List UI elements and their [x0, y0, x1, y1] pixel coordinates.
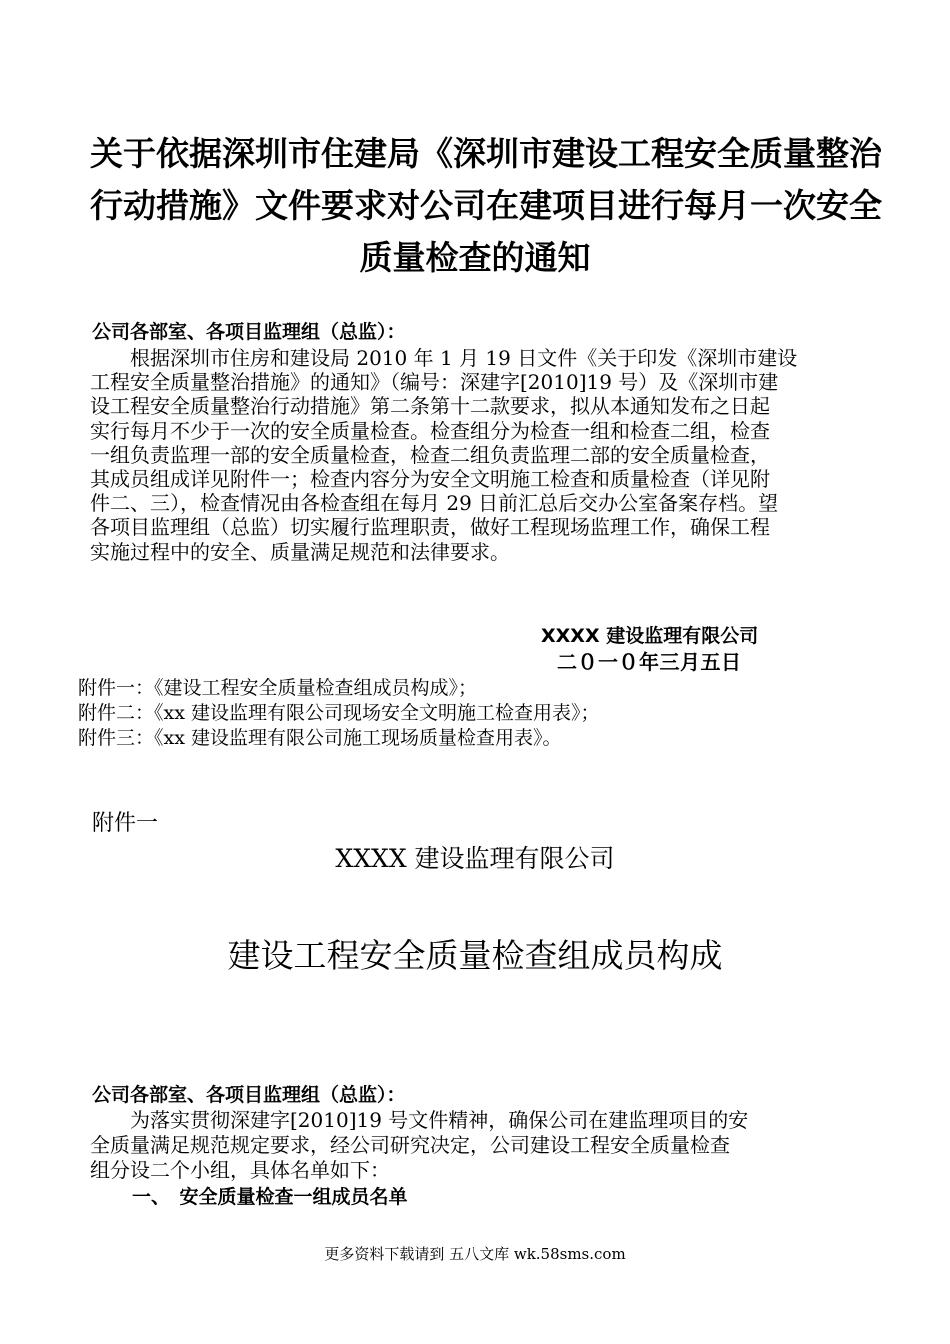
body-line: 根据深圳市住房和建设局 2010 年 1 月 19 日文件《关于印发《深圳市建设	[90, 346, 798, 370]
attachment-list	[78, 676, 868, 751]
annex-company-name: XXXX 建设监理有限公司	[335, 844, 615, 873]
body-line: 设工程安全质量整治行动措施》第二条第十二款要求，拟从本通知发布之日起	[90, 394, 770, 419]
body-line: 全质量满足规范规定要求，经公司研究决定，公司建设工程安全质量检查	[90, 1133, 730, 1157]
body-line: 各项目监理组（总监）切实履行监理职责，做好工程现场监理工作，确保工程	[90, 515, 770, 540]
annex-salutation: 公司各部室、各项目监理组（总监）：	[92, 1084, 406, 1106]
body-line: 实施过程中的安全、质量满足规范和法律要求。	[90, 539, 510, 564]
signature-company: XXXX 建设监理有限公司	[541, 625, 759, 647]
body-line: 件二、三），检查情况由各检查组在每月 29 日前汇总后交办公室备案存档。望	[90, 491, 779, 516]
body-line: 为落实贯彻深建字[2010]19 号文件精神，确保公司在建监理项目的安	[90, 1108, 749, 1132]
body-line: 其成员组成详见附件一；检查内容分为安全文明施工检查和质量检查（详见附	[90, 467, 770, 492]
annex-title: 建设工程安全质量检查组成员构成	[227, 936, 723, 975]
body-line: 一组负责监理一部的安全质量检查，检查二组负责监理二部的安全质量检查，	[90, 442, 770, 467]
body-line: 工程安全质量整治措施》的通知》（编号：深建字[2010]19 号）及《深圳市建	[90, 370, 779, 395]
signature-date: 二０一０年三月五日	[557, 650, 742, 674]
attachment-item: 附件二：《xx 建设监理有限公司现场安全文明施工检查用表》；	[78, 702, 600, 724]
attachment-item: 附件一：《建设工程安全质量检查组成员构成》；	[78, 677, 478, 699]
annex-label: 附件一	[92, 811, 159, 836]
title-line: 关于依据深圳市住建局《深圳市建设工程安全质量整治	[90, 134, 882, 173]
attachment-item: 附件三：《xx 建设监理有限公司施工现场质量检查用表》。	[78, 727, 562, 749]
body-line: 实行每月不少于一次的安全质量检查。检查组分为检查一组和检查二组，检查	[90, 418, 770, 443]
notice-salutation: 公司各部室、各项目监理组（总监）：	[92, 321, 406, 343]
section-heading: 一、 安全质量检查一组成员名单	[132, 1186, 408, 1208]
notice-body	[90, 346, 860, 564]
annex-body	[90, 1108, 860, 1183]
title-line: 行动措施》文件要求对公司在建项目进行每月一次安全	[90, 186, 882, 225]
page-footer: 更多资料下载请到 五八文库 wk.58sms.com	[324, 1245, 626, 1263]
notice-title	[90, 128, 882, 284]
body-line: 组分设二个小组，具体名单如下：	[90, 1158, 390, 1182]
title-line: 质量检查的通知	[359, 238, 591, 277]
